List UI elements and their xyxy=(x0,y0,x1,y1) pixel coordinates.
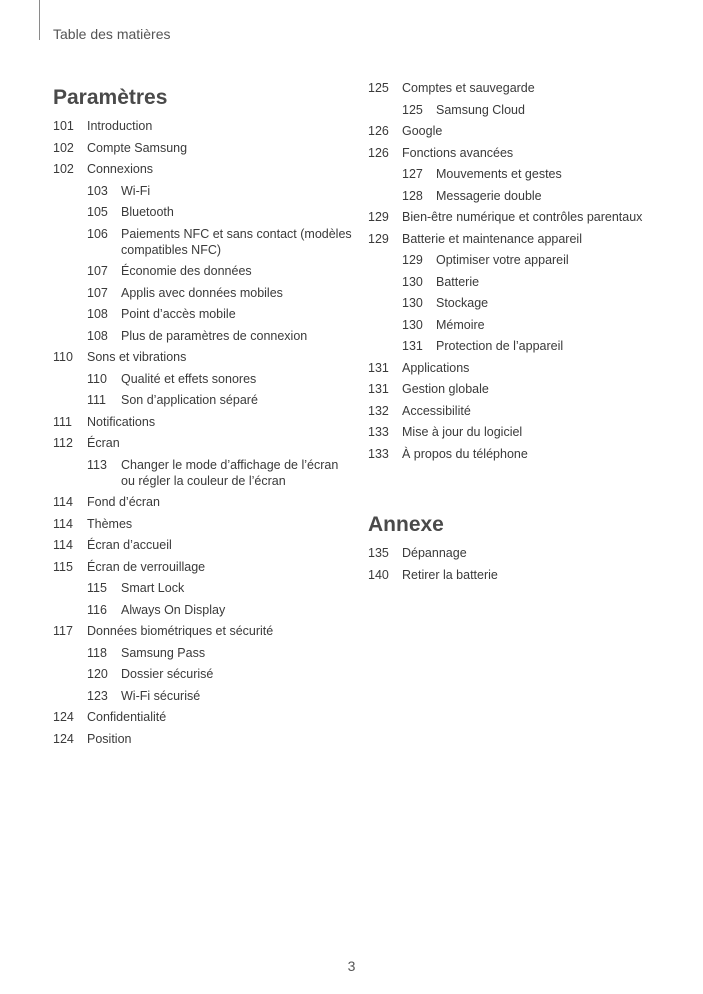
toc-entry[interactable] xyxy=(368,381,698,397)
toc-entry-label: Always On Display xyxy=(121,602,226,617)
toc-entry-page-number: 117 xyxy=(53,624,73,638)
toc-entry-page-number: 111 xyxy=(53,414,73,429)
toc-entry-page-number: 129 xyxy=(402,253,423,267)
toc-entry-label: Wi-Fi sécurisé xyxy=(121,688,201,703)
toc-entry-page-number: 114 xyxy=(53,495,73,509)
toc-entry-page-number: 108 xyxy=(87,328,108,343)
toc-entry[interactable] xyxy=(53,140,353,156)
toc-entry[interactable] xyxy=(53,414,353,430)
toc-entry[interactable] xyxy=(368,424,698,440)
toc-entry-label: Thèmes xyxy=(87,516,133,531)
toc-entry-page-number: 105 xyxy=(87,205,108,219)
toc-entry-page-number: 135 xyxy=(368,546,389,560)
toc-entry-label: Fond d’écran xyxy=(87,495,160,509)
header-rule xyxy=(39,0,40,40)
page-header-title: Table des matières xyxy=(53,26,171,42)
toc-entry[interactable] xyxy=(53,559,353,575)
toc-entry[interactable] xyxy=(368,102,698,118)
toc-entry-page-number: 126 xyxy=(368,145,389,160)
section-title-parametres: Paramètres xyxy=(53,86,168,109)
toc-entry-page-number: 126 xyxy=(368,124,389,138)
section-title-annexe: Annexe xyxy=(368,513,444,536)
toc-entry-label: Applis avec données mobiles xyxy=(121,285,283,300)
toc-entry-label: Son d’application séparé xyxy=(121,393,258,407)
toc-entry-page-number: 113 xyxy=(87,457,107,472)
toc-entry[interactable] xyxy=(368,567,698,583)
toc-entry-page-number: 115 xyxy=(53,559,73,574)
toc-entry-label: Écran xyxy=(87,436,120,450)
toc-entry-page-number: 128 xyxy=(402,188,423,203)
toc-entry-page-number: 131 xyxy=(368,382,389,396)
toc-entry-page-number: 133 xyxy=(368,425,389,439)
toc-entry-page-number: 111 xyxy=(87,393,107,407)
toc-entry-label: Applications xyxy=(402,360,470,375)
toc-entry[interactable] xyxy=(53,602,353,618)
toc-entry[interactable] xyxy=(53,457,353,489)
toc-entry[interactable] xyxy=(368,209,698,225)
toc-entry-page-number: 101 xyxy=(53,119,74,133)
toc-entry[interactable] xyxy=(53,623,353,639)
toc-entry-label: Accessibilité xyxy=(402,403,471,418)
toc-entry[interactable] xyxy=(368,123,698,139)
toc-entry-page-number: 114 xyxy=(53,516,73,531)
toc-entry-label: Optimiser votre appareil xyxy=(436,253,569,267)
toc-entry[interactable] xyxy=(368,360,698,376)
toc-entry[interactable] xyxy=(53,666,353,682)
toc-entry-label: Dépannage xyxy=(402,546,467,560)
toc-entry-label: Dossier sécurisé xyxy=(121,667,214,681)
toc-entry[interactable] xyxy=(53,731,353,747)
toc-entry-label: Protection de l’appareil xyxy=(436,339,564,353)
toc-entry-label: Changer le mode d’affichage de l’écran ou régler la couleur de l’écran xyxy=(121,457,339,488)
toc-entry-label: Comptes et sauvegarde xyxy=(402,81,535,95)
toc-entry-label: Smart Lock xyxy=(121,581,185,595)
toc-entry[interactable] xyxy=(53,204,353,220)
toc-entry-page-number: 133 xyxy=(368,446,389,461)
toc-list-parametres-continued xyxy=(368,80,698,462)
toc-entry[interactable] xyxy=(53,494,353,510)
toc-entry-label: Mémoire xyxy=(436,317,485,332)
toc-entry[interactable] xyxy=(368,274,698,290)
toc-entry-page-number: 124 xyxy=(53,731,74,746)
toc-entry-label: Batterie xyxy=(436,274,480,289)
toc-entry-label: Introduction xyxy=(87,119,153,133)
toc-entry-label: Connexions xyxy=(87,162,154,176)
toc-entry[interactable] xyxy=(53,516,353,532)
page-number: 3 xyxy=(347,958,356,974)
toc-entry-page-number: 130 xyxy=(402,296,423,310)
toc-right-column xyxy=(368,80,698,588)
toc-entry-label: À propos du téléphone xyxy=(402,446,528,461)
toc-entry-label: Google xyxy=(402,124,443,138)
toc-entry[interactable] xyxy=(53,306,353,322)
toc-entry[interactable] xyxy=(53,161,353,177)
toc-entry[interactable] xyxy=(368,252,698,268)
toc-entry-page-number: 129 xyxy=(368,231,389,246)
toc-entry[interactable] xyxy=(53,371,353,387)
toc-entry-page-number: 116 xyxy=(87,602,107,617)
toc-entry-page-number: 129 xyxy=(368,210,389,224)
toc-entry-page-number: 118 xyxy=(87,645,107,660)
toc-entry[interactable] xyxy=(53,435,353,451)
toc-entry-page-number: 140 xyxy=(368,567,389,582)
toc-entry-label: Gestion globale xyxy=(402,382,489,396)
toc-entry-label: Confidentialité xyxy=(87,710,167,724)
toc-entry-label: Mouvements et gestes xyxy=(436,167,562,181)
toc-entry-page-number: 107 xyxy=(87,285,108,300)
toc-entry-page-number: 115 xyxy=(87,581,107,595)
toc-entry[interactable] xyxy=(368,166,698,182)
toc-entry-label: Plus de paramètres de connexion xyxy=(121,328,308,343)
toc-entry[interactable] xyxy=(368,231,698,247)
toc-list-annexe xyxy=(368,545,698,583)
toc-entry-label: Bluetooth xyxy=(121,205,174,219)
toc-entry-label: Données biométriques et sécurité xyxy=(87,624,274,638)
section-spacer xyxy=(368,467,698,511)
toc-entry-page-number: 103 xyxy=(87,183,108,198)
toc-entry-page-number: 127 xyxy=(402,167,423,181)
toc-entry-label: Fonctions avancées xyxy=(402,145,514,160)
toc-entry-label: Mise à jour du logiciel xyxy=(402,425,523,439)
toc-entry-page-number: 130 xyxy=(402,274,423,289)
toc-entry-page-number: 125 xyxy=(402,102,423,117)
toc-entry[interactable] xyxy=(53,709,353,725)
toc-entry[interactable] xyxy=(53,392,353,408)
toc-entry[interactable] xyxy=(53,183,353,199)
toc-entry[interactable] xyxy=(53,263,353,279)
toc-entry-label: Qualité et effets sonores xyxy=(121,371,257,386)
toc-entry-page-number: 125 xyxy=(368,81,389,95)
toc-entry[interactable] xyxy=(53,226,353,258)
toc-entry-page-number: 131 xyxy=(402,339,423,353)
toc-entry-page-number: 114 xyxy=(53,538,73,552)
toc-entry-label: Compte Samsung xyxy=(87,140,188,155)
toc-entry-page-number: 131 xyxy=(368,360,389,375)
toc-entry[interactable] xyxy=(368,188,698,204)
toc-entry-page-number: 110 xyxy=(87,371,107,386)
toc-entry[interactable] xyxy=(53,328,353,344)
toc-entry-label: Samsung Cloud xyxy=(436,102,525,117)
toc-left-column xyxy=(53,80,353,752)
toc-entry[interactable] xyxy=(368,545,698,561)
toc-entry[interactable] xyxy=(368,403,698,419)
toc-entry-label: Sons et vibrations xyxy=(87,350,187,364)
toc-entry-label: Écran d’accueil xyxy=(87,538,172,552)
toc-entry[interactable] xyxy=(53,580,353,596)
toc-entry-page-number: 123 xyxy=(87,688,108,703)
toc-entry-page-number: 108 xyxy=(87,307,108,321)
toc-entry-label: Wi-Fi xyxy=(121,183,151,198)
toc-entry-label: Point d’accès mobile xyxy=(121,307,236,321)
toc-entry-page-number: 102 xyxy=(53,140,74,155)
toc-entry-page-number: 124 xyxy=(53,710,74,724)
toc-entry-page-number: 106 xyxy=(87,226,108,241)
toc-entry-label: Messagerie double xyxy=(436,188,542,203)
toc-entry-label: Bien-être numérique et contrôles parentaux xyxy=(402,210,643,224)
toc-entry-label: Écran de verrouillage xyxy=(87,559,206,574)
toc-entry[interactable] xyxy=(53,537,353,553)
toc-entry[interactable] xyxy=(53,688,353,704)
toc-entry[interactable] xyxy=(53,349,353,365)
toc-entry-label: Paiements NFC et sans contact (modèles compatibles NFC) xyxy=(121,226,352,257)
toc-entry-label: Batterie et maintenance appareil xyxy=(402,231,582,246)
toc-entry-page-number: 130 xyxy=(402,317,423,332)
toc-entry[interactable] xyxy=(368,145,698,161)
toc-entry-label: Samsung Pass xyxy=(121,645,206,660)
toc-entry[interactable] xyxy=(53,118,353,134)
toc-entry[interactable] xyxy=(368,446,698,462)
toc-entry[interactable] xyxy=(368,80,698,96)
toc-entry-label: Position xyxy=(87,731,132,746)
toc-entry-page-number: 107 xyxy=(87,264,108,278)
toc-entry[interactable] xyxy=(368,338,698,354)
toc-entry-page-number: 132 xyxy=(368,403,389,418)
toc-entry-label: Notifications xyxy=(87,414,156,429)
toc-entry-page-number: 102 xyxy=(53,162,74,176)
toc-entry[interactable] xyxy=(53,645,353,661)
toc-entry[interactable] xyxy=(53,285,353,301)
toc-entry-page-number: 112 xyxy=(53,436,73,450)
toc-entry-page-number: 120 xyxy=(87,667,108,681)
toc-entry-label: Retirer la batterie xyxy=(402,567,498,582)
toc-list-parametres xyxy=(53,118,353,747)
toc-entry[interactable] xyxy=(368,317,698,333)
toc-entry-label: Stockage xyxy=(436,296,489,310)
toc-entry-label: Économie des données xyxy=(121,264,252,278)
toc-entry-page-number: 110 xyxy=(53,350,73,364)
toc-entry[interactable] xyxy=(368,295,698,311)
